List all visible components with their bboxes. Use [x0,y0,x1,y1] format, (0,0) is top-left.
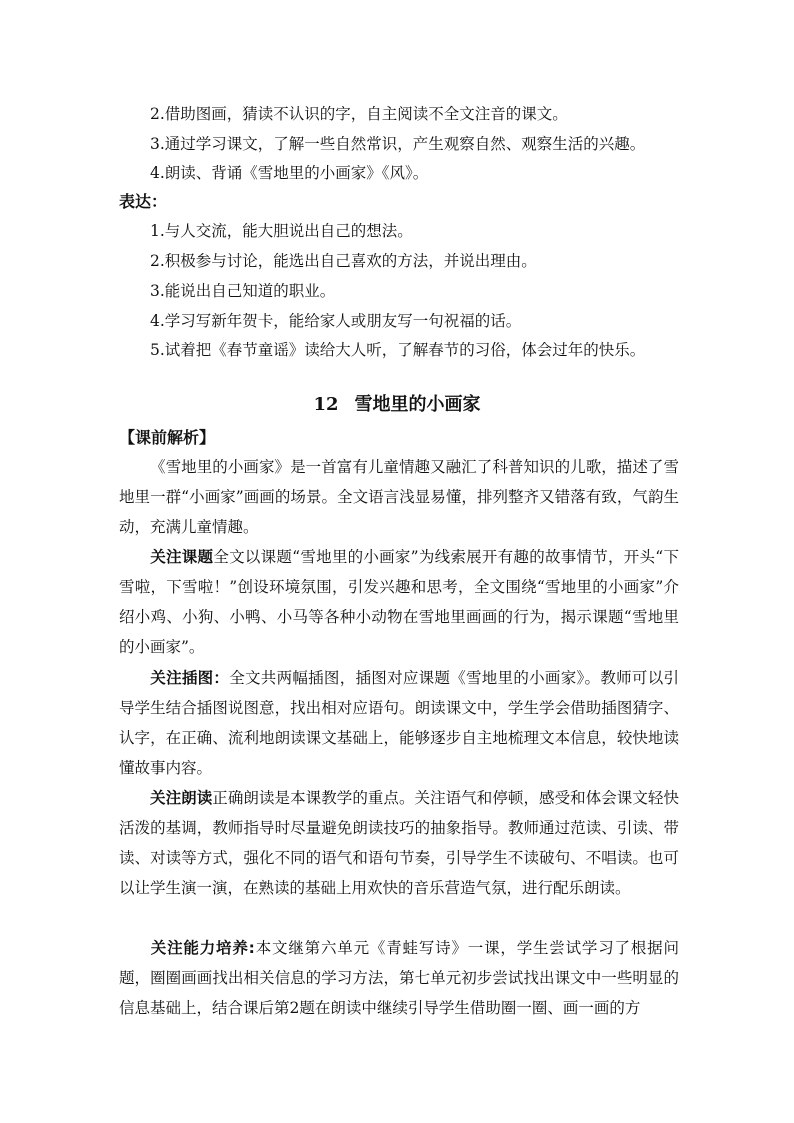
expression-item-3: 3.能说出自己知道的职业。 [150,282,336,300]
paragraph-lead: 关注课题 [150,548,214,566]
paragraph-title-focus: 关注课题全文以课题“雪地里的小画家”为线索展开有趣的故事情节，开头“下雪啦，下雪啦！”创设环境氛围，引发兴趣和思考，全文围绕“雪地里的小画家”介绍小鸡、小狗、小鸭、小马等各种小动物在雪地里画画的行为，揭示课题“雪地里的小画家”。 [119,548,679,656]
expression-heading: 表达： [119,192,168,211]
paragraph-lead: 关注朗读 [150,789,213,807]
expression-item-5: 5.试着把《春节童谣》读给大人听，了解春节的习俗，体会过年的快乐。 [150,341,646,359]
lesson-title-text: 雪地里的小画家 [354,394,481,415]
lesson-number: 12 [313,394,339,415]
paragraph-reading-focus: 关注朗读正确朗读是本课教学的重点。关注语气和停顿，感受和体会课文轻快活泼的基调，教师指导时尽量避免朗读技巧的抽象指导。教师通过范读、引读、带读、对读等方式，强化不同的语气和语句节奏，引导学生不读破句、不唱读。也可以让学生演一演，在熟读的基础上用欢快的音乐营造气氛，进行配乐朗读。 [119,789,679,897]
paragraph-illustration-focus: 关注插图：全文共两幅插图，插图对应课题《雪地里的小画家》。教师可以引导学生结合插图说图意，找出相对应语句。朗读课文中，学生学会借助插图猜字、认字，在正确、流利地朗读课文基础上，能够逐步自主地梳理文本信息，较快地读懂故事内容。 [119,669,679,777]
reading-goal-3: 3.通过学习课文，了解一些自然常识，产生观察自然、观察生活的兴趣。 [150,135,646,153]
expression-item-2: 2.积极参与讨论，能选出自己喜欢的方法，并说出理由。 [150,252,537,270]
expression-item-4: 4.学习写新年贺卡，能给家人或朋友写一句祝福的话。 [150,312,522,330]
paragraph-intro: 《雪地里的小画家》是一首富有儿童情趣又融汇了科普知识的儿歌，描述了雪地里一群“小画家”画画的场景。全文语言浅显易懂，排列整齐又错落有致，气韵生动，充满儿童情趣。 [119,458,679,536]
lesson-title [0,395,794,415]
paragraph-lead: 关注插图： [150,669,230,687]
reading-goal-2: 2.借助图画，猜读不认识的字，自主阅读不全文注音的课文。 [150,105,568,123]
expression-item-1: 1.与人交流，能大胆说出自己的想法。 [150,222,413,240]
section-label: 【课前解析】 [119,428,216,447]
paragraph-ability-focus: 关注能力培养:本文继第六单元《青蛙写诗》一课，学生尝试学习了根据问题，圈圈画画找出相关信息的学习方法，第七单元初步尝试找出课文中一些明显的信息基础上，结合课后第2题在朗读中继续引导学生借助圈一圈、画一画的方 [119,939,679,1017]
reading-goal-4: 4.朗读、背诵《雪地里的小画家》《风》。 [150,164,429,182]
paragraph-lead: 关注能力培养: [150,939,255,957]
